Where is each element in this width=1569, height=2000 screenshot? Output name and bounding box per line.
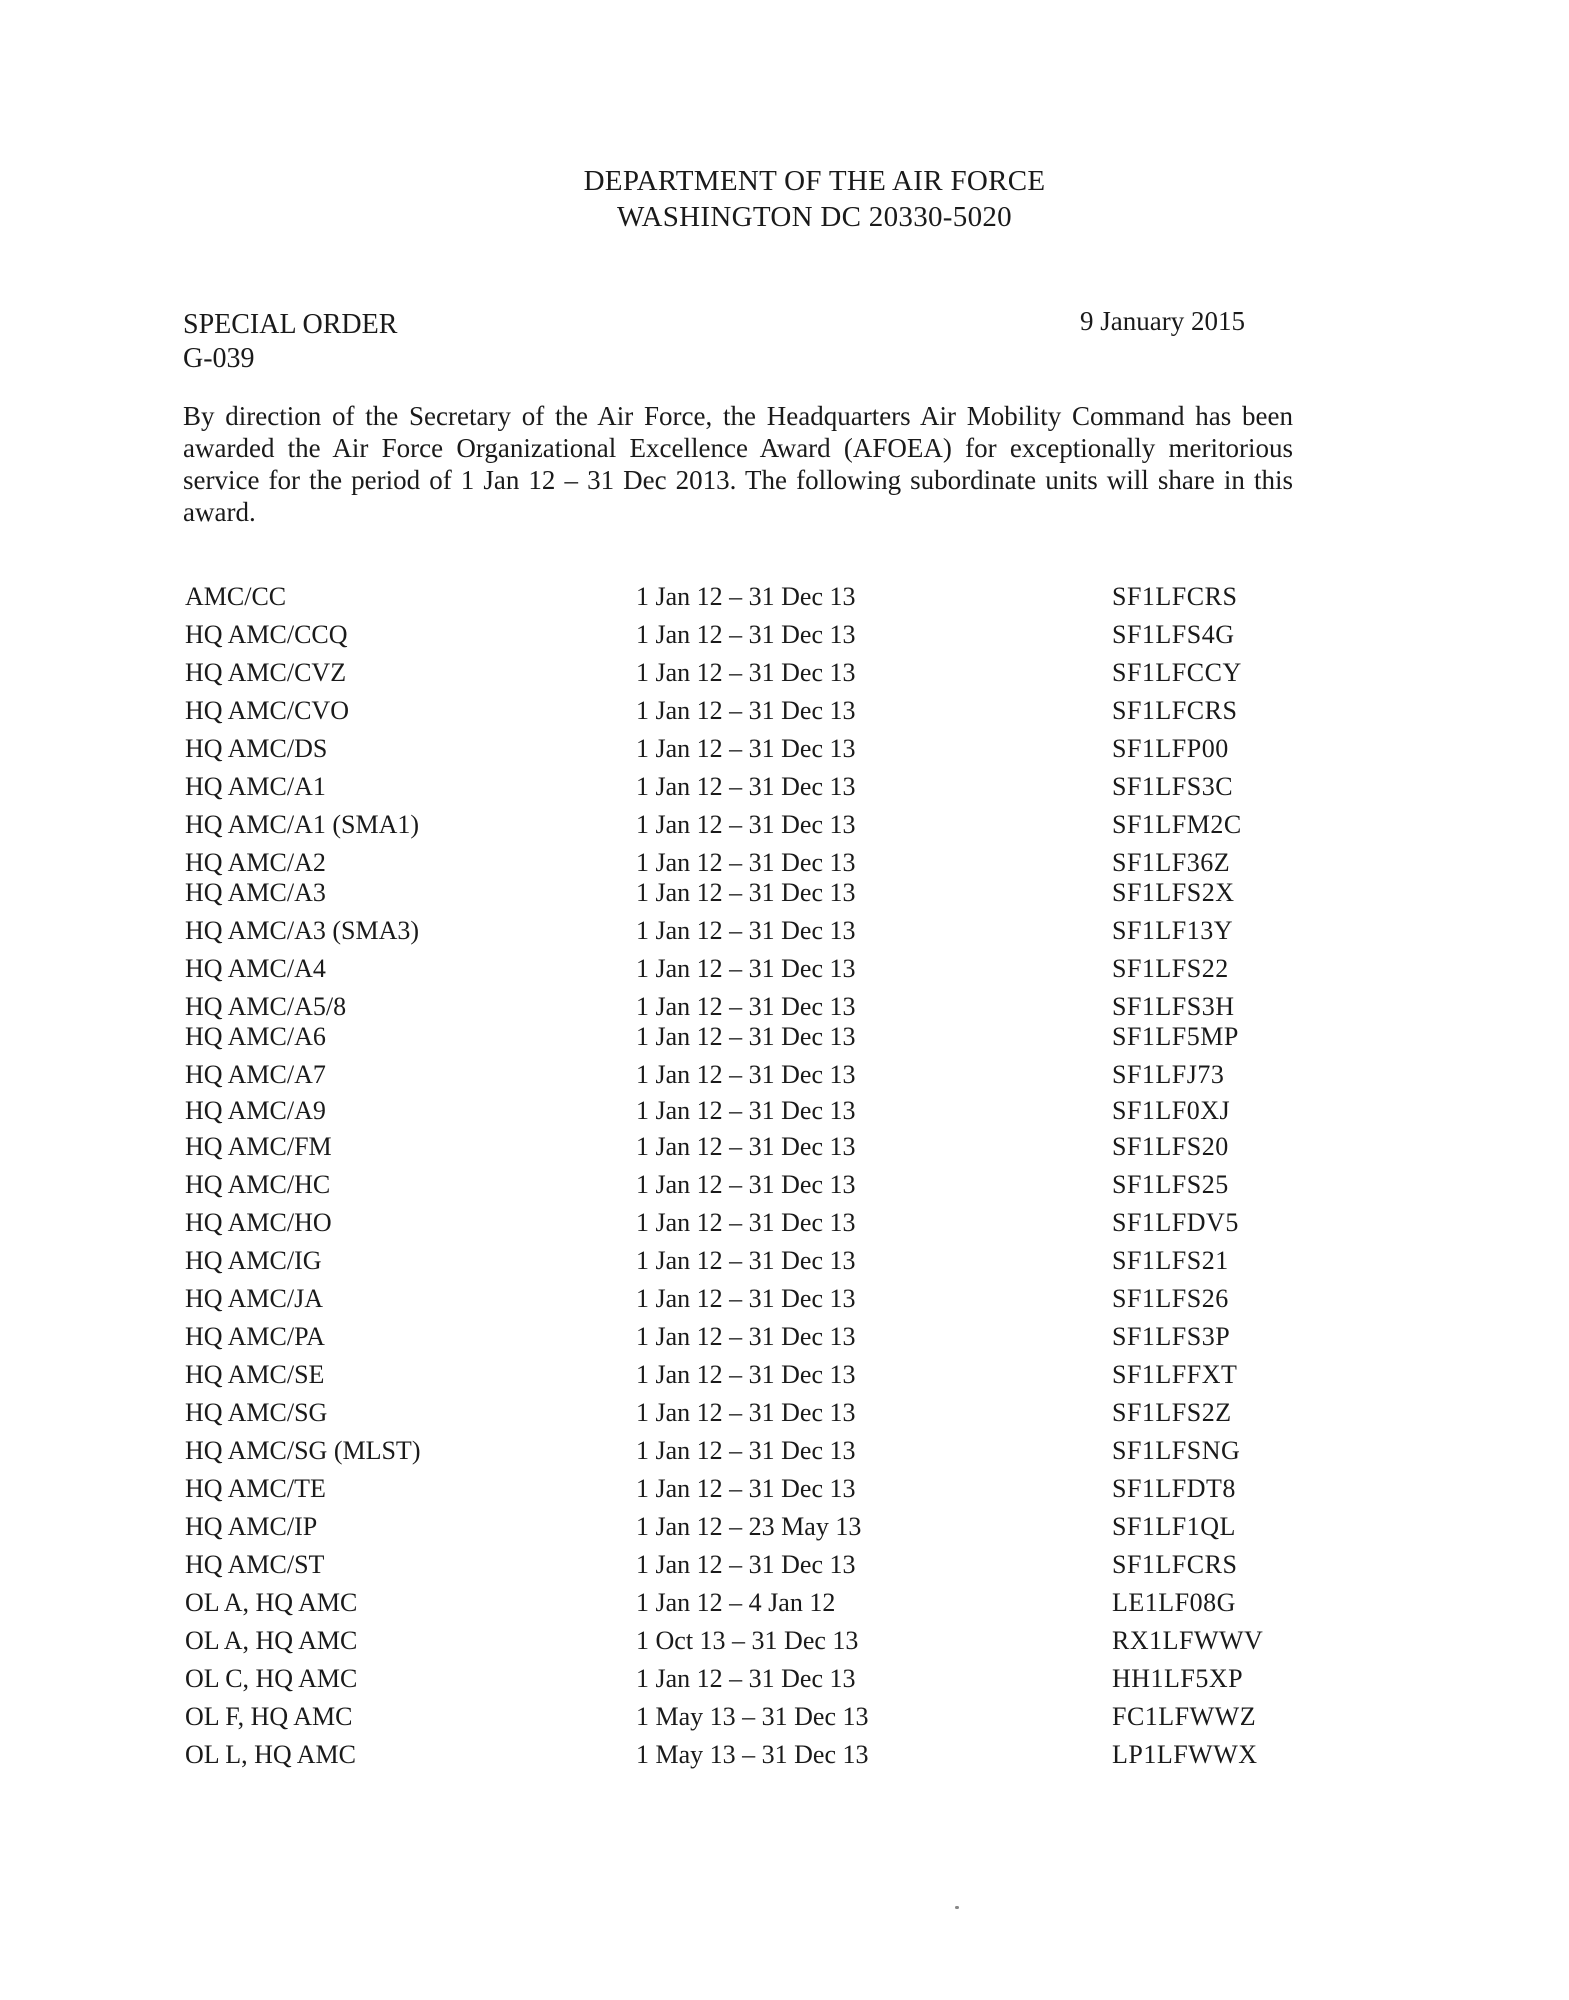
unit-row bbox=[0, 1510, 1569, 1544]
award-period: 1 Jan 12 – 31 Dec 13 bbox=[636, 658, 856, 687]
award-period: 1 Jan 12 – 31 Dec 13 bbox=[636, 848, 856, 877]
unit-code: SF1LFS4G bbox=[1112, 620, 1235, 649]
order-identifier bbox=[183, 308, 397, 376]
unit-name: HQ AMC/IP bbox=[185, 1512, 318, 1541]
order-date: 9 January 2015 bbox=[1080, 306, 1245, 336]
unit-code: SF1LFS22 bbox=[1112, 954, 1229, 983]
award-period: 1 Jan 12 – 31 Dec 13 bbox=[636, 1474, 856, 1503]
unit-name: HQ AMC/CVZ bbox=[185, 658, 347, 687]
unit-row bbox=[0, 1472, 1569, 1506]
unit-name: HQ AMC/FM bbox=[185, 1132, 332, 1161]
unit-name: HQ AMC/A6 bbox=[185, 1022, 326, 1051]
department-name: DEPARTMENT OF THE AIR FORCE bbox=[583, 165, 1046, 197]
award-period: 1 Jan 12 – 31 Dec 13 bbox=[636, 992, 856, 1021]
unit-code: HH1LF5XP bbox=[1112, 1664, 1244, 1693]
unit-code: SF1LF13Y bbox=[1112, 916, 1234, 945]
unit-name: HQ AMC/IG bbox=[185, 1246, 322, 1275]
award-period: 1 Jan 12 – 31 Dec 13 bbox=[636, 1360, 856, 1389]
unit-code: SF1LFP00 bbox=[1112, 734, 1229, 763]
unit-name: OL A, HQ AMC bbox=[185, 1626, 358, 1655]
unit-row bbox=[0, 618, 1569, 652]
unit-name: OL L, HQ AMC bbox=[185, 1740, 356, 1769]
unit-code: SF1LFS3C bbox=[1112, 772, 1234, 801]
unit-row bbox=[0, 846, 1569, 880]
unit-name: OL F, HQ AMC bbox=[185, 1702, 353, 1731]
unit-code: SF1LFS3H bbox=[1112, 992, 1235, 1021]
unit-name: HQ AMC/A3 bbox=[185, 878, 326, 907]
award-period: 1 Jan 12 – 31 Dec 13 bbox=[636, 1284, 856, 1313]
unit-code: SF1LF36Z bbox=[1112, 848, 1231, 877]
letterhead bbox=[0, 163, 1569, 235]
unit-row bbox=[0, 1244, 1569, 1278]
award-period: 1 Jan 12 – 31 Dec 13 bbox=[636, 1170, 856, 1199]
award-period: 1 Jan 12 – 31 Dec 13 bbox=[636, 1664, 856, 1693]
award-period: 1 Jan 12 – 31 Dec 13 bbox=[636, 1550, 856, 1579]
unit-row bbox=[0, 876, 1569, 910]
award-period: 1 Jan 12 – 31 Dec 13 bbox=[636, 916, 856, 945]
unit-name: AMC/CC bbox=[185, 582, 287, 611]
unit-row bbox=[0, 1358, 1569, 1392]
award-period: 1 Jan 12 – 31 Dec 13 bbox=[636, 772, 856, 801]
order-number: G-039 bbox=[183, 343, 255, 374]
unit-name: HQ AMC/ST bbox=[185, 1550, 325, 1579]
unit-row bbox=[0, 1094, 1569, 1128]
award-period: 1 Jan 12 – 31 Dec 13 bbox=[636, 1246, 856, 1275]
award-period: 1 Jan 12 – 31 Dec 13 bbox=[636, 1322, 856, 1351]
award-period: 1 Jan 12 – 31 Dec 13 bbox=[636, 1132, 856, 1161]
award-period: 1 Jan 12 – 31 Dec 13 bbox=[636, 582, 856, 611]
unit-row bbox=[0, 1700, 1569, 1734]
award-period: 1 Jan 12 – 31 Dec 13 bbox=[636, 1398, 856, 1427]
unit-row bbox=[0, 1282, 1569, 1316]
unit-code: SF1LFS20 bbox=[1112, 1132, 1229, 1161]
unit-row bbox=[0, 952, 1569, 986]
unit-row bbox=[0, 770, 1569, 804]
unit-name: HQ AMC/SG bbox=[185, 1398, 328, 1427]
unit-code: SF1LFCRS bbox=[1112, 1550, 1238, 1579]
award-period: 1 Jan 12 – 31 Dec 13 bbox=[636, 620, 856, 649]
order-title: SPECIAL ORDER bbox=[183, 309, 398, 340]
unit-name: HQ AMC/TE bbox=[185, 1474, 326, 1503]
unit-code: SF1LFS3P bbox=[1112, 1322, 1231, 1351]
unit-row bbox=[0, 1548, 1569, 1582]
unit-name: HQ AMC/A7 bbox=[185, 1060, 326, 1089]
unit-code: FC1LFWWZ bbox=[1112, 1702, 1257, 1731]
unit-row bbox=[0, 1624, 1569, 1658]
unit-code: SF1LFFXT bbox=[1112, 1360, 1238, 1389]
award-period: 1 Jan 12 – 31 Dec 13 bbox=[636, 696, 856, 725]
unit-name: HQ AMC/HC bbox=[185, 1170, 331, 1199]
unit-name: HQ AMC/A9 bbox=[185, 1096, 326, 1125]
unit-code: SF1LFJ73 bbox=[1112, 1060, 1225, 1089]
award-period: 1 Jan 12 – 31 Dec 13 bbox=[636, 1096, 856, 1125]
unit-name: HQ AMC/A1 bbox=[185, 772, 326, 801]
unit-row bbox=[0, 1130, 1569, 1164]
award-period: 1 Jan 12 – 31 Dec 13 bbox=[636, 954, 856, 983]
unit-code: SF1LFDV5 bbox=[1112, 1208, 1239, 1237]
unit-code: SF1LF0XJ bbox=[1112, 1096, 1231, 1125]
award-period: 1 Jan 12 – 4 Jan 12 bbox=[636, 1588, 836, 1617]
scan-speck bbox=[955, 1906, 959, 1909]
unit-name: OL C, HQ AMC bbox=[185, 1664, 358, 1693]
unit-row bbox=[0, 1058, 1569, 1092]
unit-name: HQ AMC/HO bbox=[185, 1208, 332, 1237]
unit-name: HQ AMC/PA bbox=[185, 1322, 325, 1351]
unit-row bbox=[0, 1434, 1569, 1468]
unit-code: SF1LF1QL bbox=[1112, 1512, 1236, 1541]
unit-code: SF1LFS25 bbox=[1112, 1170, 1229, 1199]
unit-row bbox=[0, 1206, 1569, 1240]
unit-code: SF1LFDT8 bbox=[1112, 1474, 1236, 1503]
award-period: 1 Jan 12 – 31 Dec 13 bbox=[636, 734, 856, 763]
unit-code: LP1LFWWX bbox=[1112, 1740, 1258, 1769]
unit-row bbox=[0, 694, 1569, 728]
award-period: 1 Jan 12 – 31 Dec 13 bbox=[636, 1060, 856, 1089]
award-period: 1 Jan 12 – 31 Dec 13 bbox=[636, 1208, 856, 1237]
award-period: 1 Oct 13 – 31 Dec 13 bbox=[636, 1626, 859, 1655]
unit-name: HQ AMC/CVO bbox=[185, 696, 349, 725]
unit-row bbox=[0, 656, 1569, 690]
unit-row bbox=[0, 914, 1569, 948]
unit-row bbox=[0, 1320, 1569, 1354]
unit-code: SF1LFSNG bbox=[1112, 1436, 1241, 1465]
unit-code: SF1LFS2Z bbox=[1112, 1398, 1232, 1427]
unit-row bbox=[0, 1396, 1569, 1430]
unit-row bbox=[0, 1738, 1569, 1772]
unit-code: SF1LFS26 bbox=[1112, 1284, 1229, 1313]
unit-name: HQ AMC/A3 (SMA3) bbox=[185, 916, 420, 945]
award-period: 1 Jan 12 – 31 Dec 13 bbox=[636, 1022, 856, 1051]
unit-row bbox=[0, 1586, 1569, 1620]
unit-row bbox=[0, 580, 1569, 614]
unit-code: SF1LFCCY bbox=[1112, 658, 1242, 687]
unit-name: HQ AMC/DS bbox=[185, 734, 328, 763]
award-period: 1 May 13 – 31 Dec 13 bbox=[636, 1740, 869, 1769]
unit-code: RX1LFWWV bbox=[1112, 1626, 1264, 1655]
award-paragraph: By direction of the Secretary of the Air Force, the Headquarters Air Mobility Command has been awarded the Air Force Organizational Excellence Award (AFOEA) for exceptionally meritorious service for the period of 1 Jan 12 – 31 Dec 2013. The following subordinate units will share in this award. bbox=[183, 401, 1293, 527]
unit-row bbox=[0, 808, 1569, 842]
unit-row bbox=[0, 1662, 1569, 1696]
unit-code: SF1LFS2X bbox=[1112, 878, 1235, 907]
unit-name: HQ AMC/SE bbox=[185, 1360, 325, 1389]
unit-row bbox=[0, 732, 1569, 766]
unit-name: HQ AMC/A5/8 bbox=[185, 992, 347, 1021]
unit-name: HQ AMC/A4 bbox=[185, 954, 326, 983]
award-period: 1 Jan 12 – 31 Dec 13 bbox=[636, 878, 856, 907]
award-period: 1 Jan 12 – 31 Dec 13 bbox=[636, 1436, 856, 1465]
unit-name: HQ AMC/A2 bbox=[185, 848, 326, 877]
unit-row bbox=[0, 990, 1569, 1024]
unit-code: SF1LFCRS bbox=[1112, 696, 1238, 725]
unit-name: OL A, HQ AMC bbox=[185, 1588, 358, 1617]
unit-name: HQ AMC/SG (MLST) bbox=[185, 1436, 421, 1465]
unit-name: HQ AMC/JA bbox=[185, 1284, 323, 1313]
unit-code: LE1LF08G bbox=[1112, 1588, 1236, 1617]
department-address: WASHINGTON DC 20330-5020 bbox=[617, 201, 1012, 233]
unit-code: SF1LFCRS bbox=[1112, 582, 1238, 611]
award-period: 1 Jan 12 – 23 May 13 bbox=[636, 1512, 862, 1541]
award-period: 1 Jan 12 – 31 Dec 13 bbox=[636, 810, 856, 839]
unit-row bbox=[0, 1168, 1569, 1202]
unit-code: SF1LF5MP bbox=[1112, 1022, 1239, 1051]
award-period: 1 May 13 – 31 Dec 13 bbox=[636, 1702, 869, 1731]
unit-name: HQ AMC/CCQ bbox=[185, 620, 348, 649]
unit-code: SF1LFM2C bbox=[1112, 810, 1242, 839]
unit-name: HQ AMC/A1 (SMA1) bbox=[185, 810, 420, 839]
unit-code: SF1LFS21 bbox=[1112, 1246, 1229, 1275]
unit-row bbox=[0, 1020, 1569, 1054]
